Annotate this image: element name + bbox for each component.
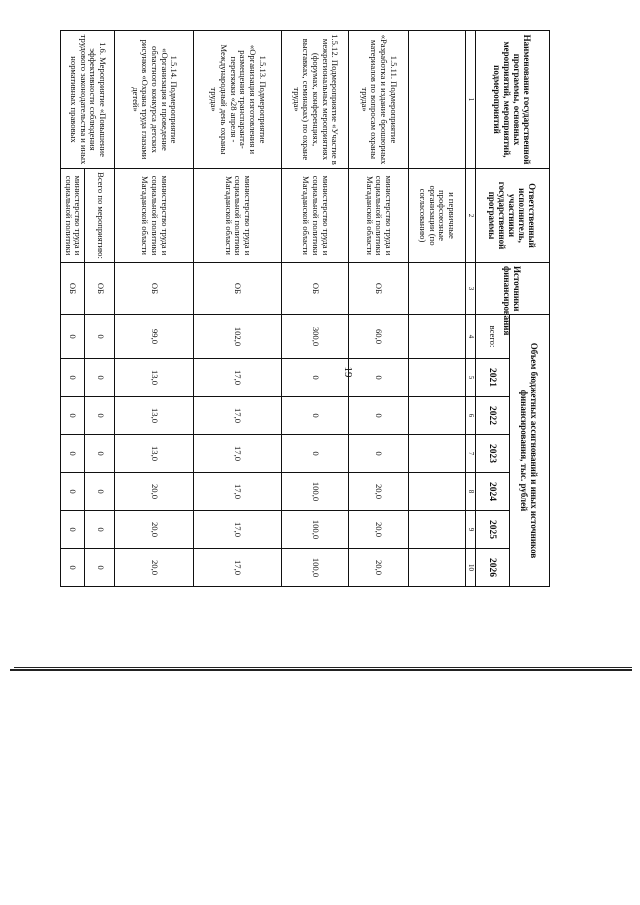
row-source: ОБ (115, 263, 193, 315)
rotated-table-frame (60, 30, 550, 578)
row-name: 1.5.13. Подмероприятие «Организация изготовления и размещения транспаранта-перетяжки «28 апреля - Международный день охраны труда» (193, 31, 282, 169)
row-2022: 0 (85, 397, 115, 435)
row-name (409, 31, 465, 169)
header-year-2024: 2024 (475, 473, 509, 511)
row-executor: министерство труда и социальной политики Магаданской области (282, 169, 348, 263)
row-2024: 0 (85, 473, 115, 511)
row-2022: 17,0 (193, 397, 282, 435)
row-2024: 17,0 (193, 473, 282, 511)
row-2025: 0 (61, 511, 85, 549)
row-2021: 0 (348, 359, 408, 397)
header-year-2026: 2026 (475, 549, 509, 587)
row-total: 0 (61, 315, 85, 359)
row-2026: 0 (85, 549, 115, 587)
row-source (409, 263, 465, 315)
row-2025: 0 (85, 511, 115, 549)
row-2024: 100,0 (282, 473, 348, 511)
row-name: 1.5.11. Подмероприятие «Разработка и издание брошюрных материалов по вопросам охраны труда» (348, 31, 408, 169)
row-2024 (409, 473, 465, 511)
row-2023: 0 (61, 435, 85, 473)
row-total: 99,0 (115, 315, 193, 359)
header-name: Наименование государственной программы, основных мероприятий, мероприятий, подмероприятий (475, 31, 549, 169)
row-total: 102,0 (193, 315, 282, 359)
row-2026: 20,0 (115, 549, 193, 587)
row-2026 (409, 549, 465, 587)
row-2022: 0 (282, 397, 348, 435)
table-row (85, 31, 115, 587)
row-2021 (409, 359, 465, 397)
column-number: 8 (465, 473, 475, 511)
column-number: 3 (465, 263, 475, 315)
row-2023: 0 (282, 435, 348, 473)
row-2022: 0 (348, 397, 408, 435)
row-2026: 17,0 (193, 549, 282, 587)
column-number: 7 (465, 435, 475, 473)
row-name: 1.6. Мероприятие «Повышение эффективности соблюдения трудового законодательства и иных нормативных правовых (61, 31, 115, 169)
row-source: ОБ (348, 263, 408, 315)
row-2021: 0 (61, 359, 85, 397)
row-source: ОБ (85, 263, 115, 315)
row-executor: министерство труда и социальной политики Магаданской области (115, 169, 193, 263)
row-executor: министерство труда и социальной политики (61, 169, 85, 263)
column-number: 10 (465, 549, 475, 587)
table-row (115, 31, 193, 587)
header-year-2023: 2023 (475, 435, 509, 473)
row-2025: 17,0 (193, 511, 282, 549)
table-row (348, 31, 408, 587)
row-2026: 20,0 (348, 549, 408, 587)
header-volume-group: Объем бюджетных ассигнований и иных источников финансирования, тыс. рублей (509, 315, 549, 587)
row-2024: 0 (61, 473, 85, 511)
row-2022 (409, 397, 465, 435)
header-row-1 (509, 31, 549, 587)
scan-divider-line (10, 669, 632, 671)
header-executor: Ответственный исполнитель, участники государственной программы (475, 169, 549, 263)
row-2025: 20,0 (115, 511, 193, 549)
row-2023: 13,0 (115, 435, 193, 473)
row-2026: 100,0 (282, 549, 348, 587)
row-name: 1.5.14. Подмероприятие «Организация и проведение областного конкурса детских рисунков «Охрана труда глазами детей» (115, 31, 193, 169)
scan-divider-line (14, 667, 632, 668)
row-executor: Всего по мероприятию: (85, 169, 115, 263)
row-executor: министерство труда и социальной политики Магаданской области (348, 169, 408, 263)
column-number-row (465, 31, 475, 587)
row-executor: министерство труда и социальной политики Магаданской области (193, 169, 282, 263)
row-2026: 0 (61, 549, 85, 587)
row-2023: 0 (348, 435, 408, 473)
column-number: 1 (465, 31, 475, 169)
row-2021: 0 (85, 359, 115, 397)
row-executor: и первичные профсоюзные организации (по согласованию) (409, 169, 465, 263)
header-year-2025: 2025 (475, 511, 509, 549)
row-2021: 13,0 (115, 359, 193, 397)
column-number: 4 (465, 315, 475, 359)
row-source: ОБ (282, 263, 348, 315)
row-2025: 20,0 (348, 511, 408, 549)
row-2022: 13,0 (115, 397, 193, 435)
header-source: Источники финансирования (475, 263, 549, 315)
row-name: 1.5.12. Подмероприятие «Участие в межрегиональных мероприятиях (форумах, конференциях, выставках, семинарах) по охране труда» (282, 31, 348, 169)
row-total (409, 315, 465, 359)
row-total: 60,0 (348, 315, 408, 359)
table-row (193, 31, 282, 587)
page-number: 19 (342, 366, 354, 378)
table-row (282, 31, 348, 587)
header-year-2021: 2021 (475, 359, 509, 397)
row-2021: 17,0 (193, 359, 282, 397)
row-2023 (409, 435, 465, 473)
column-number: 2 (465, 169, 475, 263)
row-total: 300,0 (282, 315, 348, 359)
column-number: 9 (465, 511, 475, 549)
funding-table (60, 30, 550, 587)
row-2023: 0 (85, 435, 115, 473)
header-total: всего: (475, 315, 509, 359)
row-2024: 20,0 (115, 473, 193, 511)
row-2024: 20,0 (348, 473, 408, 511)
column-number: 5 (465, 359, 475, 397)
row-source: ОБ (193, 263, 282, 315)
header-year-2022: 2022 (475, 397, 509, 435)
row-total: 0 (85, 315, 115, 359)
row-2025: 100,0 (282, 511, 348, 549)
row-2025 (409, 511, 465, 549)
row-2022: 0 (61, 397, 85, 435)
row-source: ОБ (61, 263, 85, 315)
row-2021: 0 (282, 359, 348, 397)
row-2023: 17,0 (193, 435, 282, 473)
column-number: 6 (465, 397, 475, 435)
table-row (409, 31, 465, 587)
